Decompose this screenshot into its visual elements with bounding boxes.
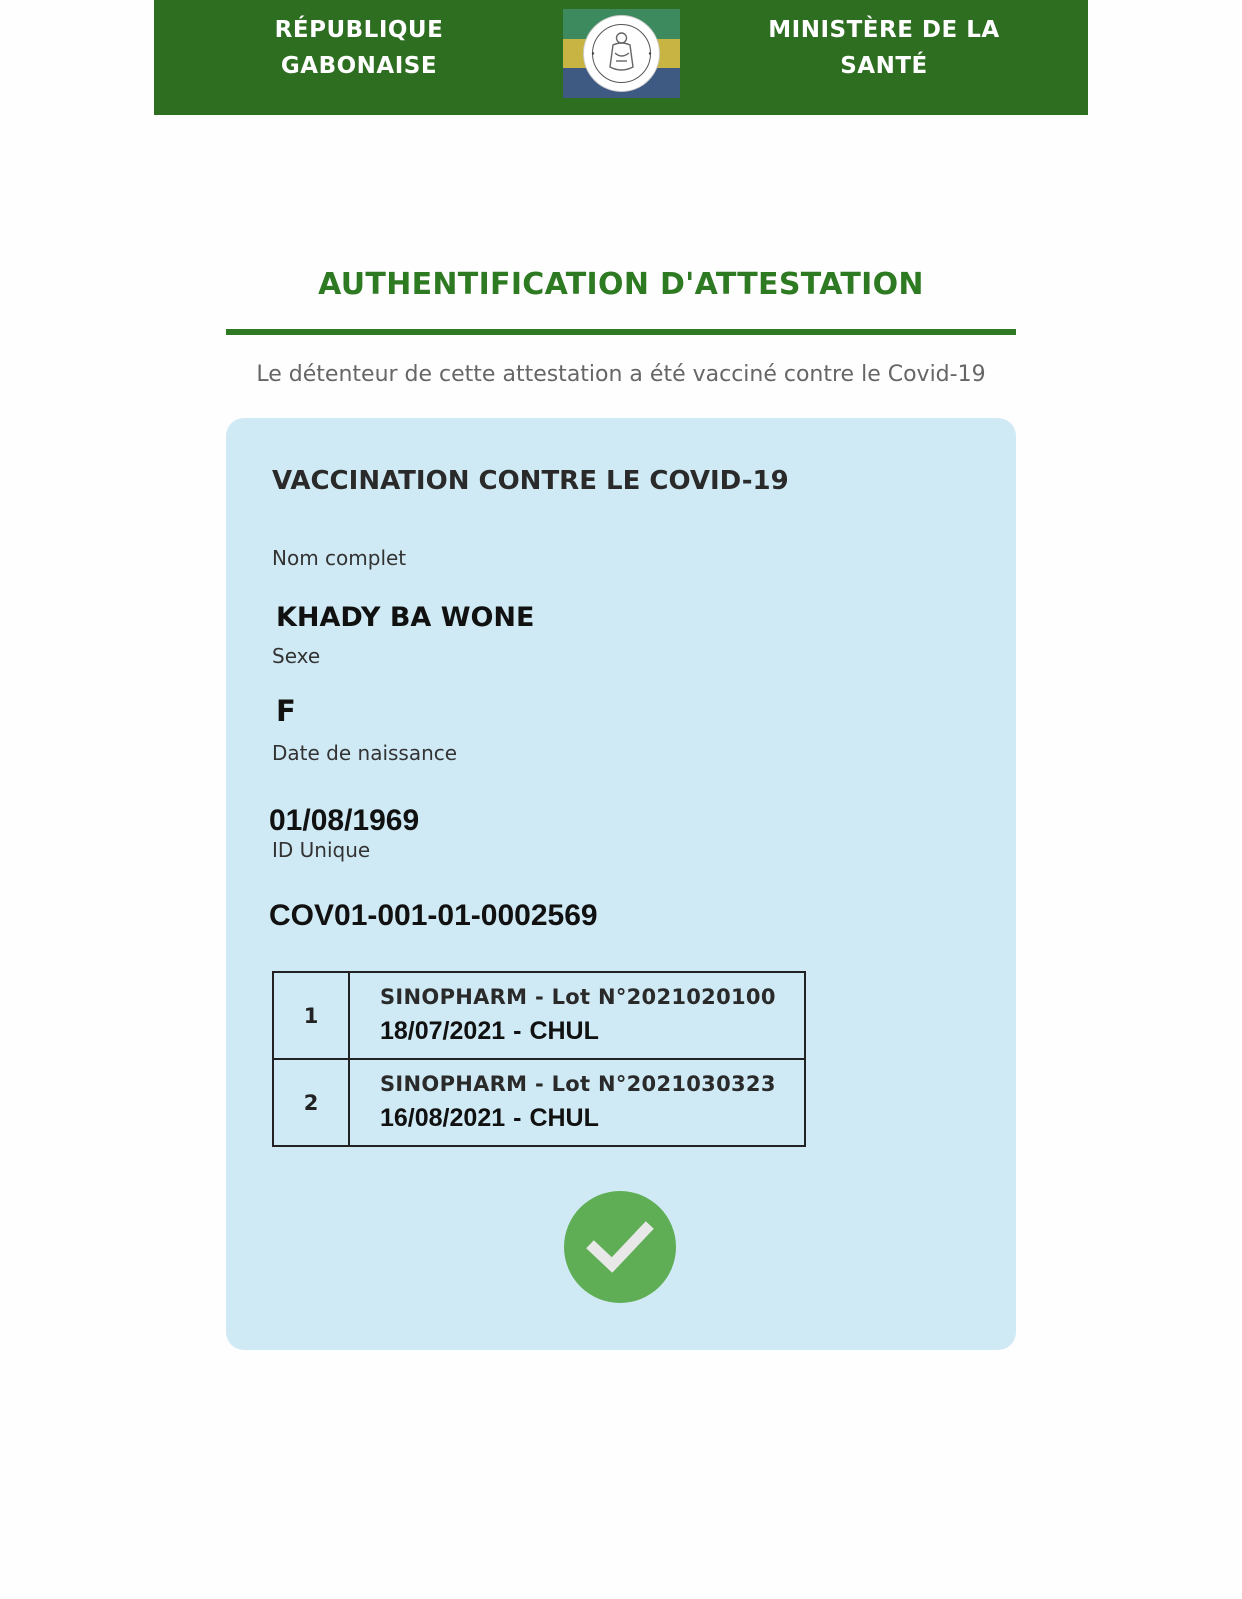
dob-value: 01/08/1969	[269, 804, 420, 837]
gabon-flag-seal-icon	[563, 9, 680, 98]
checkmark-circle-icon	[564, 1191, 676, 1303]
dose-site: CHUL	[529, 1017, 599, 1045]
table-row	[273, 1059, 805, 1146]
dose-date: 18/07/2021	[380, 1017, 506, 1045]
dose-number: 1	[273, 972, 349, 1059]
sex-value: F	[276, 694, 296, 728]
dose-site: CHUL	[529, 1104, 599, 1132]
name-value: KHADY BA WONE	[276, 602, 535, 633]
page-title: AUTHENTIFICATION D'ATTESTATION	[318, 267, 924, 302]
header-bar	[154, 0, 1088, 115]
header-right-line2: SANTÉ	[840, 53, 928, 79]
id-label: ID Unique	[272, 838, 371, 862]
dob-label: Date de naissance	[272, 741, 458, 765]
dose-separator: -	[513, 1017, 522, 1045]
dose-separator: -	[513, 1104, 522, 1132]
title-divider	[226, 329, 1016, 335]
dose-date: 16/08/2021	[380, 1104, 506, 1132]
dose-info	[349, 1059, 805, 1146]
header-ministry	[744, 12, 1024, 84]
header-left-line1: RÉPUBLIQUE	[274, 17, 444, 43]
header-republic	[244, 12, 474, 84]
header-left-line2: GABONAISE	[280, 53, 438, 79]
card-title: VACCINATION CONTRE LE COVID-19	[272, 466, 789, 496]
page-subtitle: Le détenteur de cette attestation a été vacciné contre le Covid-19	[256, 362, 986, 387]
id-value: COV01-001-01-0002569	[269, 899, 598, 932]
dose-vaccine: SINOPHARM - Lot N°2021020100	[380, 985, 776, 1009]
header-right-line1: MINISTÈRE DE LA	[768, 17, 1000, 43]
sex-label: Sexe	[272, 644, 321, 668]
dose-info	[349, 972, 805, 1059]
name-label: Nom complet	[272, 546, 407, 570]
dose-vaccine: SINOPHARM - Lot N°2021030323	[380, 1072, 776, 1096]
dose-number: 2	[273, 1059, 349, 1146]
vaccination-card	[226, 418, 1016, 1350]
dose-date-site	[380, 1017, 804, 1046]
dose-table	[272, 971, 806, 1147]
dose-date-site	[380, 1104, 804, 1133]
table-row	[273, 972, 805, 1059]
